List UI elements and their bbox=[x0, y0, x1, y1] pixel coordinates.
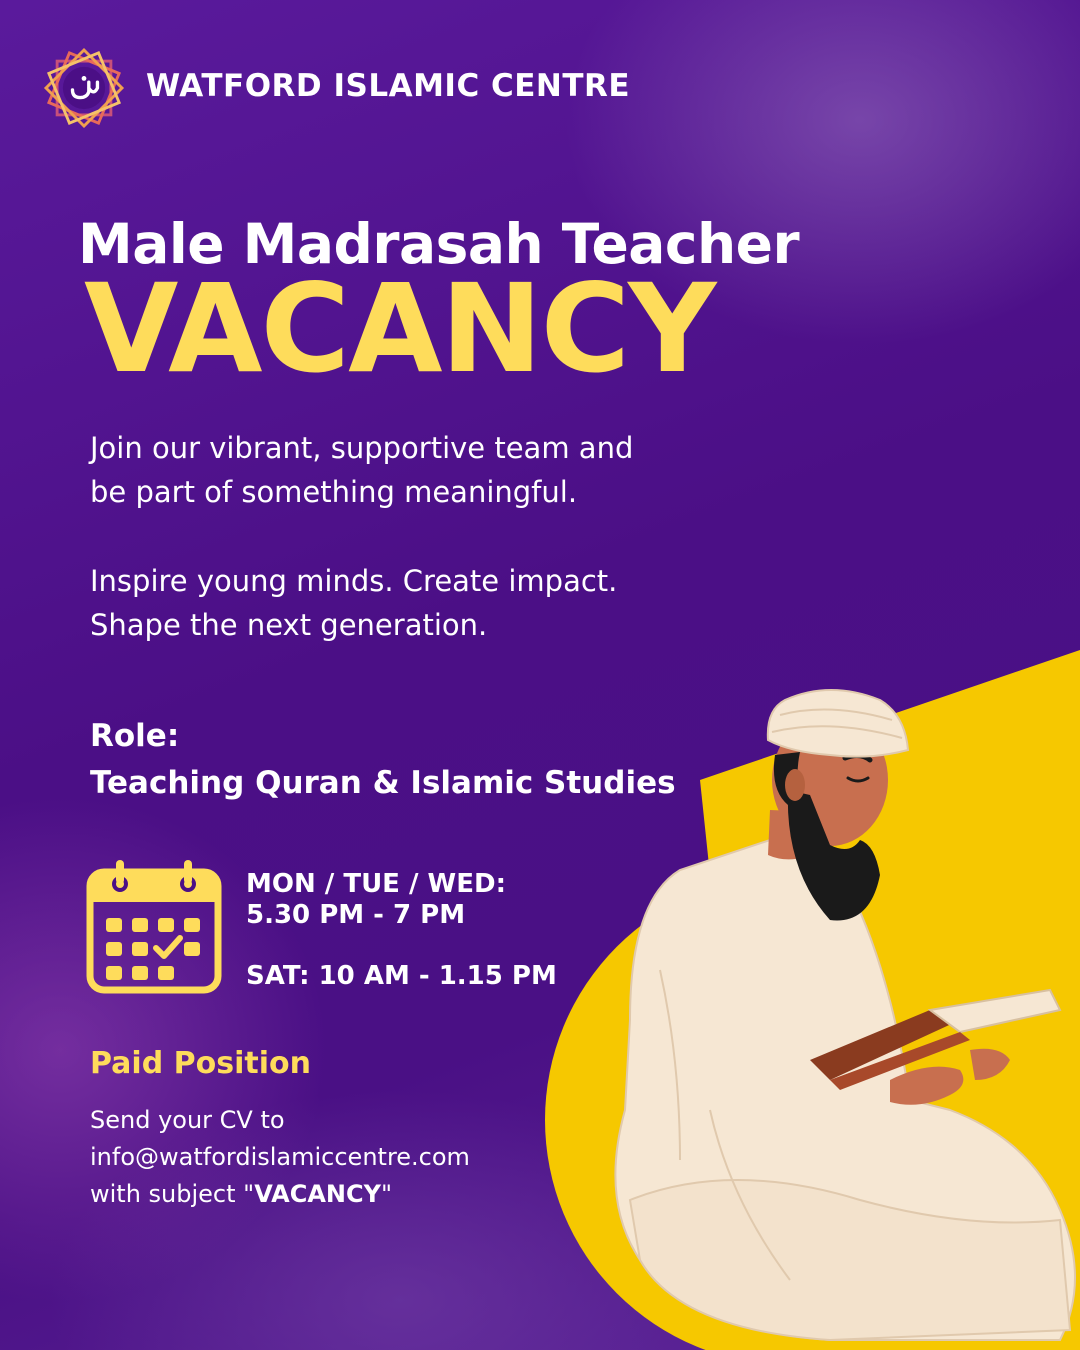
contact-subject-line bbox=[90, 1176, 470, 1213]
intro-line: Join our vibrant, supportive team and bbox=[90, 431, 634, 465]
schedule-weekday-time: 5.30 PM - 7 PM bbox=[246, 900, 466, 930]
islamic-star-logo bbox=[36, 40, 132, 136]
brand-name: WATFORD ISLAMIC CENTRE bbox=[146, 68, 631, 104]
intro-paragraph-2 bbox=[90, 559, 617, 647]
role-label: Role: bbox=[90, 718, 180, 754]
intro-paragraph-1 bbox=[90, 426, 633, 514]
schedule-weekdays: MON / TUE / WED: bbox=[246, 869, 506, 899]
subject-prefix: with subject " bbox=[90, 1180, 255, 1208]
subject-suffix: " bbox=[381, 1180, 393, 1208]
man-reading-quran-illustration bbox=[530, 640, 1080, 1350]
schedule-saturday: SAT: 10 AM - 1.15 PM bbox=[246, 961, 557, 991]
intro-line: be part of something meaningful. bbox=[90, 475, 578, 509]
intro-line: Shape the next generation. bbox=[90, 608, 488, 642]
vacancy-headline: VACANCY bbox=[84, 258, 715, 400]
job-title: Male Madrasah Teacher bbox=[78, 212, 800, 276]
contact-block bbox=[90, 1102, 470, 1213]
subject-keyword: VACANCY bbox=[254, 1180, 381, 1208]
contact-line: Send your CV to bbox=[90, 1106, 285, 1134]
calendar-icon bbox=[86, 858, 222, 994]
role-description: Teaching Quran & Islamic Studies bbox=[90, 765, 676, 801]
intro-line: Inspire young minds. Create impact. bbox=[90, 564, 618, 598]
contact-email: info@watfordislamiccentre.com bbox=[90, 1143, 470, 1171]
paid-position: Paid Position bbox=[90, 1046, 311, 1081]
